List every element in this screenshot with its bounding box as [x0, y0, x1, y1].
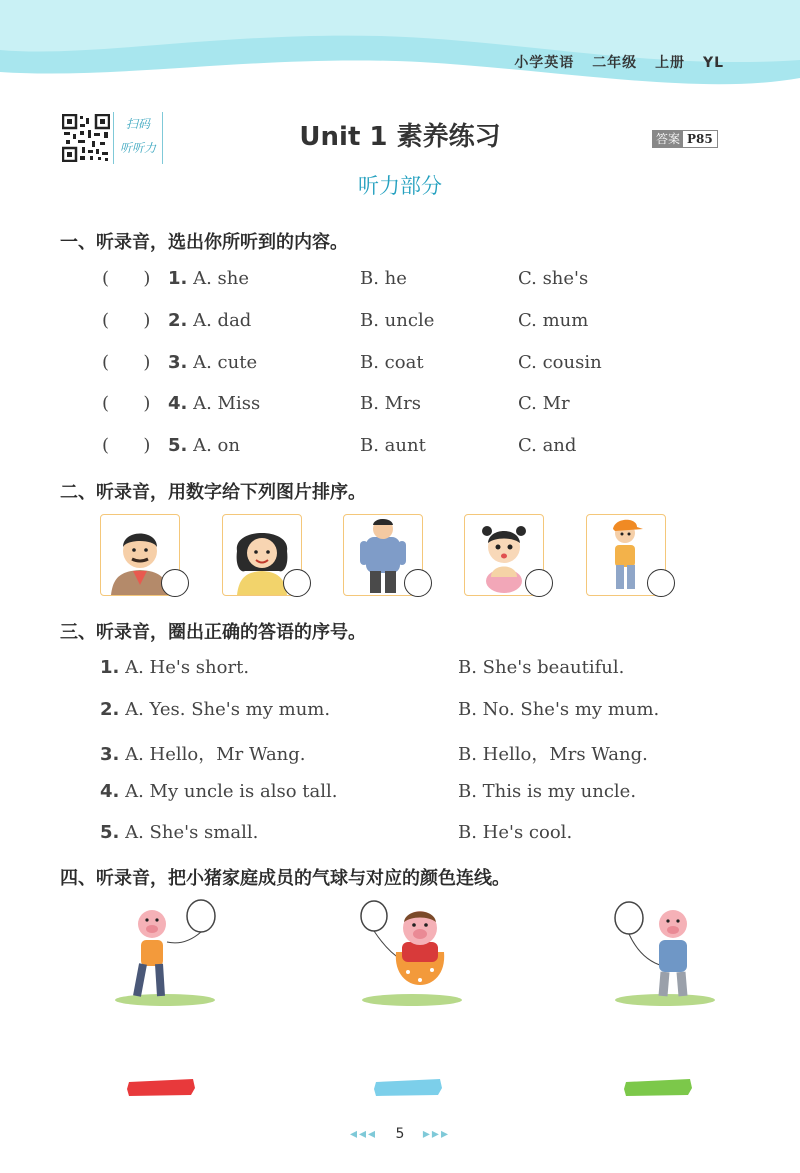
option-a: A. Miss [193, 393, 261, 414]
question-number: 5. [100, 822, 120, 843]
option-b[interactable]: B. No. She's my mum. [458, 699, 660, 720]
option-a-text: A. He's short. [125, 657, 250, 678]
picture-dad [100, 514, 180, 596]
order-number-circle[interactable] [283, 569, 311, 597]
question-number: 2. [168, 310, 188, 331]
option-a[interactable] [100, 657, 249, 678]
answer-page-badge [652, 130, 718, 148]
green-crayon-swatch[interactable] [622, 1076, 694, 1098]
option-a-text: A. My uncle is also tall. [125, 781, 338, 802]
scan-label-line-1: 扫码 [125, 117, 150, 131]
answer-blank[interactable]: ( ) [102, 435, 151, 456]
picture-uncle [343, 514, 423, 596]
option-c: C. she's [518, 268, 589, 289]
option-b[interactable]: B. Hello，Mrs Wang. [458, 744, 648, 765]
option-a: A. she [193, 268, 250, 289]
section4-heading: 四、听录音，把小猪家庭成员的气球与对应的颜色连线。 [60, 868, 510, 889]
pig-boy-with-balloon[interactable] [105, 896, 225, 1008]
option-b: B. uncle [360, 310, 435, 331]
option-a[interactable] [100, 740, 306, 766]
header-subject: 小学英语 [514, 55, 575, 71]
answer-blank[interactable]: ( ) [102, 268, 151, 289]
page-title: Unit 1 素养练习 [299, 122, 501, 152]
picture-mum [222, 514, 302, 596]
order-number-circle[interactable] [161, 569, 189, 597]
option-a[interactable] [100, 822, 258, 843]
option-a-text: A. She's small. [125, 822, 259, 843]
option-b[interactable]: B. This is my uncle. [458, 781, 637, 802]
page-footer [0, 1126, 800, 1142]
order-number-circle[interactable] [525, 569, 553, 597]
option-a[interactable] [100, 699, 330, 720]
option-c: C. cousin [518, 352, 602, 373]
option-a: A. on [193, 435, 240, 456]
header-term: 上册 [655, 55, 686, 71]
answer-page-number: P85 [687, 132, 713, 146]
option-b: B. coat [360, 352, 424, 373]
order-number-circle[interactable] [647, 569, 675, 597]
header-book-info [502, 52, 724, 72]
question-number: 1. [100, 657, 120, 678]
question-number: 2. [100, 699, 120, 720]
previous-arrows-icon: ◂◂◂ [349, 1126, 378, 1142]
option-b: B. Mrs [360, 393, 421, 414]
question-number: 3. [100, 744, 120, 765]
section1-heading: 一、听录音，选出你所听到的内容。 [60, 232, 348, 253]
question-number: 1. [168, 268, 188, 289]
question-number: 3. [168, 352, 188, 373]
answer-blank[interactable]: ( ) [102, 393, 151, 414]
option-a[interactable] [100, 781, 337, 802]
picture-baby-cousin [464, 514, 544, 596]
option-c: C. Mr [518, 393, 570, 414]
picture-boy [586, 514, 666, 596]
next-arrows-icon: ▸▸▸ [422, 1126, 450, 1142]
option-b: B. he [360, 268, 407, 289]
option-a: A. dad [193, 310, 252, 331]
option-b[interactable]: B. She's beautiful. [458, 657, 625, 678]
page-number: 5 [395, 1126, 405, 1142]
option-b: B. aunt [360, 435, 426, 456]
answer-blank[interactable]: ( ) [102, 310, 151, 331]
answer-blank[interactable]: ( ) [102, 352, 151, 373]
section2-heading: 二、听录音，用数字给下列图片排序。 [60, 482, 366, 503]
option-c: C. and [518, 435, 577, 456]
scan-label-line-2: 听听力 [119, 141, 156, 155]
option-c: C. mum [518, 310, 589, 331]
question-number: 4. [100, 781, 120, 802]
pig-mother-with-balloon[interactable] [352, 896, 472, 1008]
option-a-text: A. Hello，Mr Wang. [125, 744, 306, 765]
header-edition: YL [702, 55, 724, 71]
blue-crayon-swatch[interactable] [372, 1076, 444, 1098]
answer-label: 答案 [653, 131, 683, 147]
header-grade: 二年级 [592, 55, 638, 71]
option-a-text: A. Yes. She's my mum. [125, 699, 331, 720]
pig-father-with-balloon[interactable] [605, 896, 725, 1008]
option-a: A. cute [193, 352, 258, 373]
section3-heading: 三、听录音，圈出正确的答语的序号。 [60, 622, 366, 643]
question-number: 4. [168, 393, 188, 414]
order-number-circle[interactable] [404, 569, 432, 597]
option-b[interactable]: B. He's cool. [458, 822, 573, 843]
red-crayon-swatch[interactable] [125, 1076, 197, 1098]
header-wave [0, 0, 800, 100]
question-number: 5. [168, 435, 188, 456]
listening-section-title: 听力部分 [358, 174, 442, 198]
